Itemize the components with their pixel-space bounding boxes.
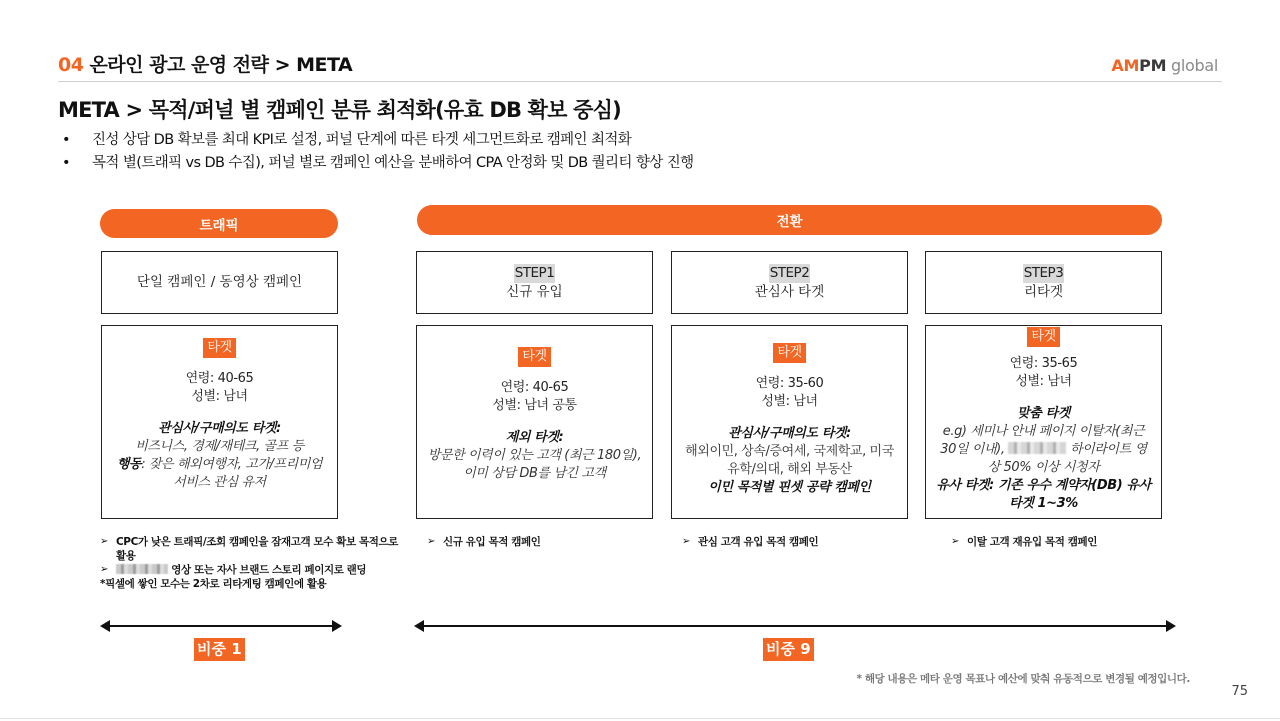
step3-note: ➢ 이탈 고객 재유입 목적 캠페인: [951, 535, 1151, 549]
step2-interest-title: 관심사/구매의도 타겟:: [728, 426, 851, 441]
step3-name: 리타겟: [1023, 283, 1064, 300]
redacted-text: [1008, 442, 1066, 454]
company-logo: AMPM global: [1111, 56, 1218, 75]
traffic-age: 연령: 40-65: [185, 371, 254, 386]
step1-gender: 성별: 남녀 공통: [492, 398, 577, 413]
conversion-span-arrow: [416, 625, 1174, 627]
step1-exclude-title: 제외 타겟:: [505, 430, 564, 445]
step3-custom-text2a: 30일 이내),: [940, 442, 1005, 457]
traffic-gender: 성별: 남녀: [191, 389, 248, 404]
traffic-span-arrow: [102, 625, 340, 627]
step1-name: 신규 유입: [506, 283, 563, 300]
section-number: 04: [58, 54, 84, 76]
conversion-pill: 전환: [417, 205, 1162, 235]
traffic-note-3: *픽셀에 쌓인 모수는 2차로 리타게팅 캠페인에 활용: [100, 578, 327, 590]
step3-custom-title: 맞춤 타겟: [1017, 406, 1070, 421]
step1-exclude-text2: 이미 상담 DB를 남긴 고객: [463, 466, 606, 481]
page-title: META > 목적/퍼널 별 캠페인 분류 최적화(유효 DB 확보 중심): [58, 98, 621, 122]
target-tag: 타겟: [1027, 327, 1059, 347]
target-tag: 타겟: [773, 343, 805, 363]
target-tag: 타겟: [203, 338, 235, 358]
traffic-weight: 비중 1: [194, 638, 245, 661]
traffic-target-box: [101, 325, 338, 519]
step1-note: ➢ 신규 유입 목적 캠페인: [427, 535, 647, 549]
step3-custom-text3: 상 50% 이상 시청자: [987, 460, 1100, 475]
bullet-item: • 목적 별(트래픽 vs DB 수집), 퍼널 별로 캠페인 예산을 분배하여 CPA 안정화 및 DB 퀄리티 향상 진행: [62, 152, 694, 175]
step2-note: ➢ 관심 고객 유입 목적 캠페인: [682, 535, 902, 549]
conversion-weight: 비중 9: [763, 638, 814, 661]
step2-interest-text1: 해외이민, 상속/증여세, 국제학교, 미국: [685, 444, 894, 459]
header-divider: [58, 81, 1222, 82]
traffic-interest-title: 관심사/구매의도 타겟:: [158, 421, 281, 436]
step3-box: [925, 251, 1162, 314]
step3-custom-text2b: 하이라이트 영: [1070, 442, 1147, 457]
step2-age: 연령: 35-60: [755, 376, 824, 391]
step2-interest-text2: 유학/의대, 해외 부동산: [727, 462, 852, 477]
traffic-campaign-label: 단일 캠페인 / 동영상 캠페인: [136, 274, 303, 290]
traffic-behavior-text: : 잦은 해외여행자, 고가/프리미엄: [141, 457, 323, 472]
step2-target-box: [671, 325, 908, 519]
step3-custom-text1: e.g) 세미나 안내 페이지 이탈자(최근: [942, 424, 1145, 439]
step3-lookalike2: 타겟 1~3%: [1009, 496, 1078, 511]
step1-age: 연령: 40-65: [500, 380, 569, 395]
footnote: * 해당 내용은 메타 운영 목표나 예산에 맞춰 유동적으로 변경될 예정입니다.: [856, 673, 1190, 685]
step1-exclude-text1: 방문한 이력이 있는 고객 (최근 180일),: [427, 448, 642, 463]
step3-lookalike1: 유사 타겟: 기존 우수 계약자(DB) 유사: [936, 478, 1151, 493]
traffic-notes: [100, 535, 405, 591]
traffic-pill: 트래픽: [100, 209, 338, 238]
traffic-campaign-box: [101, 251, 338, 314]
section-title: [58, 50, 352, 77]
summary-bullets: [62, 129, 694, 175]
step3-gender: 성별: 남녀: [1015, 374, 1072, 389]
traffic-behavior-text2: 서비스 관심 유저: [173, 475, 266, 490]
bottom-divider: [0, 718, 1280, 719]
step2-label: STEP2: [769, 264, 810, 281]
step3-label: STEP3: [1023, 264, 1064, 281]
step2-box: [671, 251, 908, 314]
page-number: 75: [1231, 684, 1248, 699]
step1-label: STEP1: [514, 264, 555, 281]
traffic-interest-text: 비즈니스, 경제/재테크, 골프 등: [135, 439, 304, 454]
redacted-text: [116, 564, 168, 574]
step3-age: 연령: 35-65: [1009, 356, 1078, 371]
step1-box: [416, 251, 653, 314]
section-title-text: 온라인 광고 운영 전략 > META: [89, 54, 353, 76]
step3-target-box: [925, 325, 1162, 519]
step2-gender: 성별: 남녀: [761, 394, 818, 409]
traffic-note-1: ➢ CPC가 낮은 트래픽/조회 캠페인을 잠재고객 모수 확보 목적으로 활용: [100, 535, 405, 563]
target-tag: 타겟: [518, 347, 550, 367]
step1-target-box: [416, 325, 653, 519]
bullet-item: • 진성 상담 DB 확보를 최대 KPI로 설정, 퍼널 단계에 따른 타겟 세그먼트화로 캠페인 최적화: [62, 129, 694, 152]
step2-name: 관심사 타겟: [754, 283, 825, 300]
traffic-note-2: ➢ 영상 또는 자사 브랜드 스토리 페이지로 랜딩: [100, 563, 405, 577]
step2-emphasis: 이민 목적별 핀셋 공략 캠페인: [708, 480, 871, 495]
traffic-behavior-label: 행동: [116, 457, 142, 472]
